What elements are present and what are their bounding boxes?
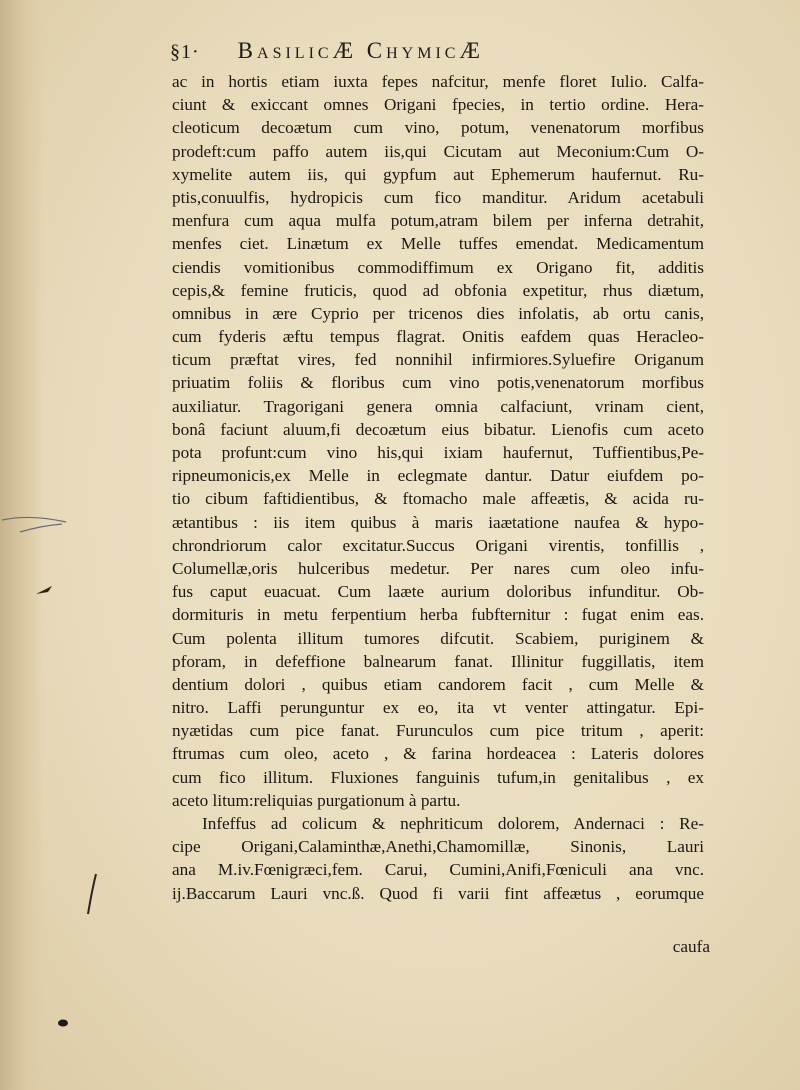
text-line: cum fyderis æftu tempus flagrat. Onitis eafdem quas Heracleo- bbox=[172, 327, 704, 347]
text-line: nitro. Laffi perunguntur ex eo, ita vt venter attingatur. Epi- bbox=[172, 698, 704, 718]
text-line: ana M.iv.Fœnigræci,fem. Carui, Cumini,Anifi,Fœniculi ana vnc. bbox=[172, 860, 704, 880]
text-line: ticum præftat vires, fed nonnihil infirmiores.Syluefire Origanum bbox=[172, 350, 704, 370]
body-text bbox=[172, 70, 704, 905]
text-line-paragraph-end: aceto litum:reliquias purgationum à partu. bbox=[172, 790, 461, 810]
text-line: fus caput euacuat. Cum laæte aurium doloribus infunditur. Ob- bbox=[172, 582, 704, 602]
text-line: cleoticum decoætum cum vino, potum, venenatorum morfibus bbox=[172, 118, 704, 138]
text-line: Columellæ,oris hulceribus medetur. Per nares cum oleo infu- bbox=[172, 558, 704, 578]
text-line: ij.Baccarum Lauri vnc.ß. Quod fi varii fint affeætus , eorumque bbox=[172, 883, 704, 903]
text-line: cipe Origani,Calaminthæ,Anethi,Chamomillæ, Sinonis, Lauri bbox=[172, 837, 704, 857]
text-line: priuatim foliis & floribus cum vino potis,venenatorum morfibus bbox=[172, 373, 704, 393]
text-line: ciunt & exiccant omnes Origani fpecies, in tertio ordine. Hera- bbox=[172, 95, 704, 115]
page-header bbox=[170, 38, 630, 64]
text-line: menfes ciet. Linætum ex Melle tuffes emendat. Medicamentum bbox=[172, 234, 704, 254]
text-line: ciendis vomitionibus commodiffimum ex Origano fit, additis bbox=[172, 257, 704, 277]
text-line: ac in hortis etiam iuxta fepes nafcitur, menfe floret Iulio. Calfa- bbox=[172, 72, 704, 91]
margin-pen-mark-icon bbox=[82, 870, 102, 920]
ink-speck-icon bbox=[34, 582, 56, 598]
text-line: tio cibum faftidientibus, & ftomacho male affeætis, & acida ru- bbox=[172, 489, 704, 509]
text-line-paragraph-start: Infeffus ad colicum & nephriticum dolorem, Andernaci : Re- bbox=[202, 814, 704, 833]
catchword: caufa bbox=[672, 937, 710, 956]
running-title: BasilicÆ ChymicÆ bbox=[237, 38, 484, 63]
text-line: prodeft:cum paffo autem iis,qui Cicutam aut Meconium:Cum O- bbox=[172, 141, 704, 161]
text-line: ætantibus : iis item quibus à maris iaætatione naufea & hypo- bbox=[172, 512, 704, 532]
text-line: chrondriorum calor excitatur.Succus Origani virentis, tonfillis , bbox=[172, 535, 704, 555]
text-line: ripneumonicis,ex Melle in eclegmate dantur. Datur eiufdem po- bbox=[172, 466, 704, 486]
text-line: bonâ faciunt aluum,fi decoætum eius bibatur. Lienofis cum aceto bbox=[172, 419, 704, 439]
text-line: nyætidas cum pice fanat. Furunculos cum pice tritum , aperit: bbox=[172, 721, 704, 741]
text-line: dormituris in metu ferpentium herba fubfternitur : fugat enim eas. bbox=[172, 605, 704, 625]
text-line: auxiliatur. Tragorigani genera omnia calfaciunt, vrinam cient, bbox=[172, 396, 704, 416]
text-line: Cum polenta illitum tumores difcutit. Scabiem, puriginem & bbox=[172, 628, 704, 648]
text-line: omnibus in ære Cyprio per tricenos dies infolatis, ab ortu canis, bbox=[172, 303, 704, 323]
text-line: cepis,& femine fruticis, quod ad obfonia expetitur, rhus diætum, bbox=[172, 280, 704, 300]
text-line: cum fico illitum. Fluxiones fanguinis tufum,in genitalibus , ex bbox=[172, 767, 704, 787]
text-line: dentium dolori , quibus etiam candorem facit , cum Melle & bbox=[172, 674, 704, 694]
text-line: xymelite autem iis, qui gypfum aut Ephemerum haufernut. Ru- bbox=[172, 164, 704, 184]
margin-ink-stroke-icon bbox=[0, 500, 80, 550]
text-line: pota profunt:cum vino his,qui ixiam haufernut, Tuffientibus,Pe- bbox=[172, 443, 704, 462]
folio-number: §1· bbox=[170, 41, 200, 63]
ink-dot-icon bbox=[56, 1018, 70, 1028]
text-line: pforam, in defeffione balnearum fanat. Illinitur fuggillatis, item bbox=[172, 651, 704, 671]
text-line: ftrumas cum oleo, aceto , & farina hordeacea : Lateris dolores bbox=[172, 744, 704, 764]
text-line: ptis,conuulfis, hydropicis cum fico manditur. Aridum acetabuli bbox=[172, 187, 704, 207]
text-line: menfura cum aqua mulfa potum,atram bilem per inferna detrahit, bbox=[172, 211, 704, 231]
